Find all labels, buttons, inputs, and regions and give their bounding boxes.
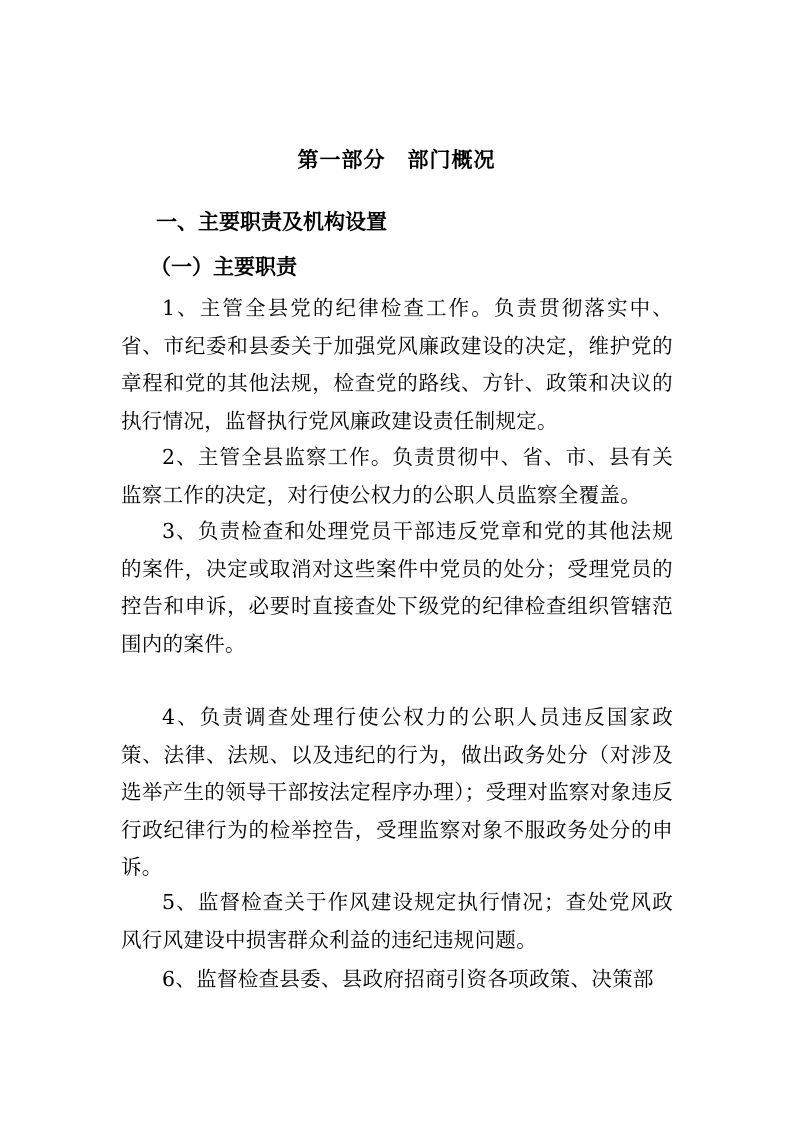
section-heading: 一、主要职责及机构设置 bbox=[156, 210, 387, 234]
paragraph-duty-2: 2、主管全县监察工作。负责贯彻中、省、市、县有关监察工作的决定，对行使公权力的公职人员监察全覆盖。 bbox=[121, 445, 673, 507]
subsection-heading: （一）主要职责 bbox=[150, 255, 297, 279]
page-title: 第一部分 部门概况 bbox=[297, 148, 496, 172]
paragraph-duty-1: 1、主管全县党的纪律检查工作。负责贯彻落实中、省、市纪委和县委关于加强党风廉政建设的决定，维护党的章程和党的其他法规，检查党的路线、方针、政策和决议的执行情况，监督执行党风廉政建设责任制规定。 bbox=[121, 296, 673, 433]
paragraph-duty-4: 4、负责调查处理行使公权力的公职人员违反国家政策、法律、法规、以及违纪的行为，做出政务处分（对涉及选举产生的领导干部按法定程序办理）；受理对监察对象违反行政纪律行为的检举控告，受理监察对象不服政务处分的申诉。 bbox=[121, 705, 673, 879]
paragraph-duty-5: 5、监督检查关于作风建设规定执行情况；查处党风政风行风建设中损害群众利益的违纪违规问题。 bbox=[121, 890, 673, 952]
paragraph-duty-6: 6、监督检查县委、县政府招商引资各项政策、决策部 bbox=[162, 967, 654, 991]
paragraph-duty-3: 3、负责检查和处理党员干部违反党章和党的其他法规的案件，决定或取消对这些案件中党员的处分；受理党员的控告和申诉，必要时直接查处下级党的纪律检查组织管辖范围内的案件。 bbox=[121, 519, 673, 656]
